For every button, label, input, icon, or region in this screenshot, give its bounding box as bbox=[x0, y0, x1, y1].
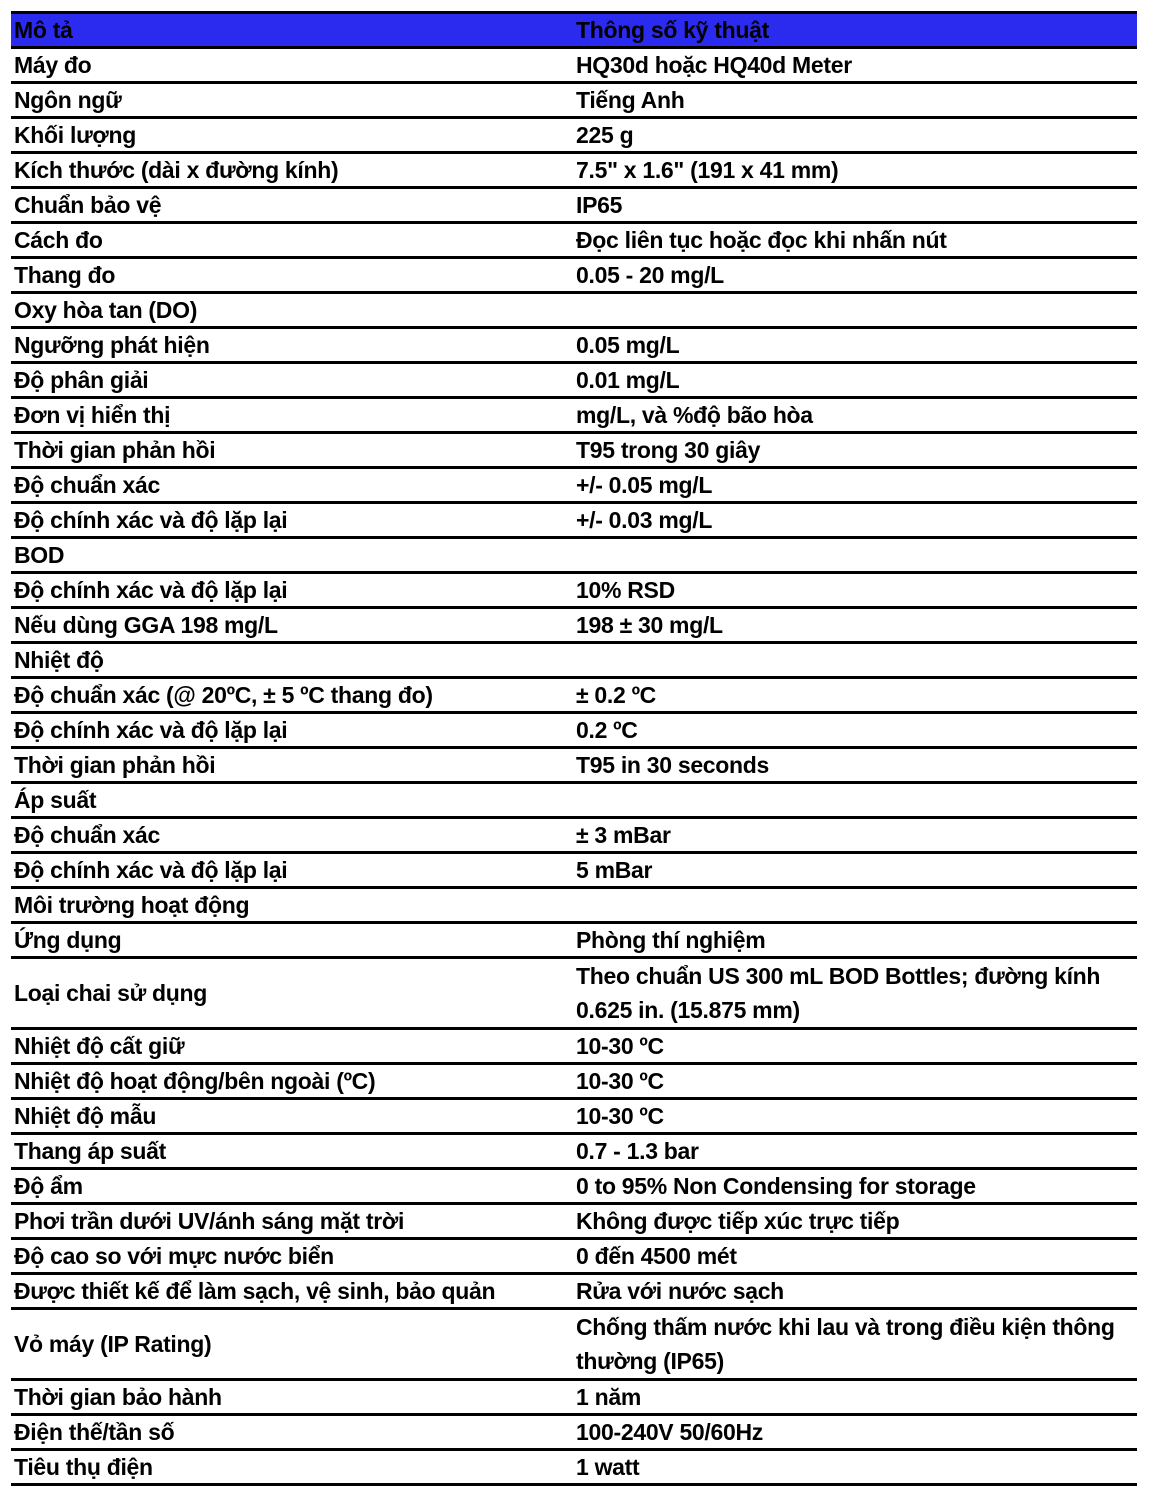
table-row bbox=[11, 48, 1137, 83]
spec-label: Chuẩn bảo vệ bbox=[11, 188, 573, 223]
spec-label: Độ chính xác và độ lặp lại bbox=[11, 853, 573, 888]
spec-value: 7.5" x 1.6" (191 x 41 mm) bbox=[573, 153, 1137, 188]
spec-label: Nhiệt độ hoạt động/bên ngoài (ºC) bbox=[11, 1064, 573, 1099]
spec-label: Kích thước (dài x đường kính) bbox=[11, 153, 573, 188]
spec-label: Thời gian phản hồi bbox=[11, 748, 573, 783]
spec-label: Môi trường hoạt động bbox=[11, 888, 573, 923]
spec-label: Độ chuẩn xác bbox=[11, 818, 573, 853]
spec-value: HQ30d hoặc HQ40d Meter bbox=[573, 48, 1137, 83]
table-row bbox=[11, 1309, 1137, 1380]
header-row bbox=[11, 13, 1137, 48]
table-row bbox=[11, 293, 1137, 328]
spec-value: 10-30 ºC bbox=[573, 1064, 1137, 1099]
spec-label: Loại chai sử dụng bbox=[11, 958, 573, 1029]
spec-label: Đơn vị hiển thị bbox=[11, 398, 573, 433]
spec-label: Ứng dụng bbox=[11, 923, 573, 958]
spec-label: Áp suất bbox=[11, 783, 573, 818]
spec-value: 5 mBar bbox=[573, 853, 1137, 888]
spec-label: Độ chuẩn xác bbox=[11, 468, 573, 503]
spec-value: Phòng thí nghiệm bbox=[573, 923, 1137, 958]
spec-label: Máy đo bbox=[11, 48, 573, 83]
table-row bbox=[11, 748, 1137, 783]
table-row bbox=[11, 258, 1137, 293]
spec-value: +/- 0.03 mg/L bbox=[573, 503, 1137, 538]
table-row bbox=[11, 1204, 1137, 1239]
spec-value: 1 năm bbox=[573, 1380, 1137, 1415]
table-row bbox=[11, 853, 1137, 888]
spec-value: Tiếng Anh bbox=[573, 83, 1137, 118]
spec-label: Cách đo bbox=[11, 223, 573, 258]
spec-table bbox=[11, 11, 1137, 1486]
spec-value: 10-30 ºC bbox=[573, 1099, 1137, 1134]
spec-value: ± 3 mBar bbox=[573, 818, 1137, 853]
spec-value: ± 0.2 ºC bbox=[573, 678, 1137, 713]
table-row bbox=[11, 1239, 1137, 1274]
table-row bbox=[11, 503, 1137, 538]
table-row bbox=[11, 223, 1137, 258]
spec-value: T95 in 30 seconds bbox=[573, 748, 1137, 783]
spec-label: Điện thế/tần số bbox=[11, 1415, 573, 1450]
spec-value bbox=[573, 293, 1137, 328]
spec-label: Thời gian phản hồi bbox=[11, 433, 573, 468]
spec-label: Độ cao so với mực nước biển bbox=[11, 1239, 573, 1274]
spec-label: Tiêu thụ điện bbox=[11, 1450, 573, 1485]
table-row bbox=[11, 153, 1137, 188]
spec-label: Vỏ máy (IP Rating) bbox=[11, 1309, 573, 1380]
table-row bbox=[11, 468, 1137, 503]
table-row bbox=[11, 678, 1137, 713]
spec-value: Không được tiếp xúc trực tiếp bbox=[573, 1204, 1137, 1239]
spec-value: Đọc liên tục hoặc đọc khi nhấn nút bbox=[573, 223, 1137, 258]
spec-label: Ngưỡng phát hiện bbox=[11, 328, 573, 363]
table-row bbox=[11, 818, 1137, 853]
table-row bbox=[11, 1064, 1137, 1099]
spec-label: Oxy hòa tan (DO) bbox=[11, 293, 573, 328]
spec-value: T95 trong 30 giây bbox=[573, 433, 1137, 468]
spec-value: 10% RSD bbox=[573, 573, 1137, 608]
table-row bbox=[11, 1274, 1137, 1309]
spec-label: Nhiệt độ mẫu bbox=[11, 1099, 573, 1134]
table-row bbox=[11, 363, 1137, 398]
table-row bbox=[11, 958, 1137, 1029]
spec-label: Nhiệt độ bbox=[11, 643, 573, 678]
spec-label: Độ chính xác và độ lặp lại bbox=[11, 713, 573, 748]
spec-label: Độ chuẩn xác (@ 20ºC, ± 5 ºC thang đo) bbox=[11, 678, 573, 713]
spec-value: Rửa với nước sạch bbox=[573, 1274, 1137, 1309]
table-row bbox=[11, 1169, 1137, 1204]
table-row bbox=[11, 1099, 1137, 1134]
spec-value bbox=[573, 888, 1137, 923]
table-row bbox=[11, 1415, 1137, 1450]
spec-value: 1 watt bbox=[573, 1450, 1137, 1485]
spec-label: Nhiệt độ cất giữ bbox=[11, 1029, 573, 1064]
table-row bbox=[11, 1380, 1137, 1415]
spec-label: Độ ẩm bbox=[11, 1169, 573, 1204]
table-row bbox=[11, 398, 1137, 433]
spec-label: Thang áp suất bbox=[11, 1134, 573, 1169]
table-row bbox=[11, 433, 1137, 468]
header-specification: Thông số kỹ thuật bbox=[573, 13, 1137, 48]
spec-label: Độ chính xác và độ lặp lại bbox=[11, 573, 573, 608]
spec-value: 198 ± 30 mg/L bbox=[573, 608, 1137, 643]
table-row bbox=[11, 1450, 1137, 1485]
spec-value: 0.2 ºC bbox=[573, 713, 1137, 748]
spec-value bbox=[573, 643, 1137, 678]
spec-value bbox=[573, 783, 1137, 818]
spec-label: Ngôn ngữ bbox=[11, 83, 573, 118]
spec-body bbox=[11, 48, 1137, 1485]
spec-value: 0.7 - 1.3 bar bbox=[573, 1134, 1137, 1169]
table-row bbox=[11, 328, 1137, 363]
spec-value: 0.01 mg/L bbox=[573, 363, 1137, 398]
spec-label: BOD bbox=[11, 538, 573, 573]
spec-value: 10-30 ºC bbox=[573, 1029, 1137, 1064]
spec-value: IP65 bbox=[573, 188, 1137, 223]
table-row bbox=[11, 713, 1137, 748]
table-row bbox=[11, 888, 1137, 923]
spec-value: 0.05 mg/L bbox=[573, 328, 1137, 363]
spec-label: Độ phân giải bbox=[11, 363, 573, 398]
table-row bbox=[11, 1134, 1137, 1169]
spec-value: Chống thấm nước khi lau và trong điều kiện thông thường (IP65) bbox=[573, 1309, 1137, 1380]
spec-value: 225 g bbox=[573, 118, 1137, 153]
table-row bbox=[11, 83, 1137, 118]
spec-label: Phơi trần dưới UV/ánh sáng mặt trời bbox=[11, 1204, 573, 1239]
table-row bbox=[11, 118, 1137, 153]
table-row bbox=[11, 573, 1137, 608]
table-row bbox=[11, 188, 1137, 223]
spec-label: Thời gian bảo hành bbox=[11, 1380, 573, 1415]
spec-value: mg/L, và %độ bão hòa bbox=[573, 398, 1137, 433]
spec-value: 0.05 - 20 mg/L bbox=[573, 258, 1137, 293]
table-row bbox=[11, 1029, 1137, 1064]
table-row bbox=[11, 923, 1137, 958]
spec-value: 0 to 95% Non Condensing for storage bbox=[573, 1169, 1137, 1204]
spec-value: Theo chuẩn US 300 mL BOD Bottles; đường kính 0.625 in. (15.875 mm) bbox=[573, 958, 1137, 1029]
spec-label: Độ chính xác và độ lặp lại bbox=[11, 503, 573, 538]
table-row bbox=[11, 538, 1137, 573]
table-row bbox=[11, 643, 1137, 678]
spec-value bbox=[573, 538, 1137, 573]
spec-label: Được thiết kế để làm sạch, vệ sinh, bảo quản bbox=[11, 1274, 573, 1309]
spec-value: 100-240V 50/60Hz bbox=[573, 1415, 1137, 1450]
spec-label: Khối lượng bbox=[11, 118, 573, 153]
spec-label: Nếu dùng GGA 198 mg/L bbox=[11, 608, 573, 643]
table-row bbox=[11, 608, 1137, 643]
spec-value: 0 đến 4500 mét bbox=[573, 1239, 1137, 1274]
table-row bbox=[11, 783, 1137, 818]
header-description: Mô tả bbox=[11, 13, 573, 48]
spec-label: Thang đo bbox=[11, 258, 573, 293]
spec-value: +/- 0.05 mg/L bbox=[573, 468, 1137, 503]
